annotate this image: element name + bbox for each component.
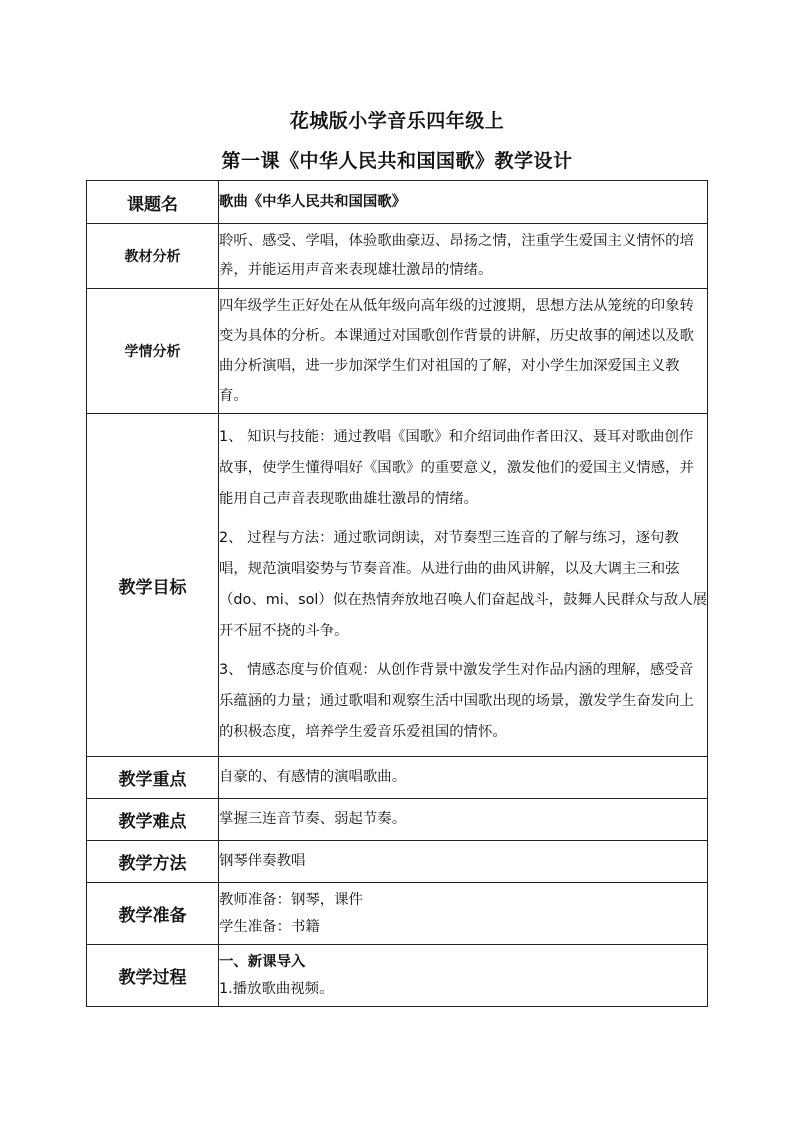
lesson-plan-table [86, 180, 708, 1007]
row-difficulties [87, 799, 708, 841]
key-points-label: 教学重点 [87, 757, 219, 799]
preparation-value [219, 883, 708, 945]
row-topic [87, 181, 708, 224]
teaching-goals-label: 教学目标 [87, 414, 219, 757]
process-value [219, 945, 708, 1007]
key-points-value: 自豪的、有感情的演唱歌曲。 [219, 757, 708, 799]
row-material-analysis [87, 224, 708, 289]
row-key-points [87, 757, 708, 799]
process-section-heading: 一、新课导入 [219, 953, 306, 970]
teaching-goals-value [219, 414, 708, 757]
process-label: 教学过程 [87, 945, 219, 1007]
row-methods [87, 841, 708, 883]
document-title: 花城版小学音乐四年级上 [289, 110, 505, 132]
material-analysis-value: 聆听、感受、学唱，体验歌曲豪迈、昂扬之情，注重学生爱国主义情怀的培养，并能运用声音来表现雄壮激昂的情绪。 [219, 224, 708, 289]
difficulties-label: 教学难点 [87, 799, 219, 841]
process-step: 1.播放歌曲视频。 [219, 980, 334, 997]
row-teaching-goals [87, 414, 708, 757]
teacher-preparation: 教师准备：钢琴，课件 [219, 891, 363, 908]
row-student-analysis [87, 289, 708, 414]
methods-value: 钢琴伴奏教唱 [219, 841, 708, 883]
document-subtitle: 第一课《中华人民共和国国歌》教学设计 [221, 150, 573, 172]
student-preparation: 学生准备：书籍 [219, 918, 320, 935]
teaching-goal-item: 1、 知识与技能：通过教唱《国歌》和介绍词曲作者田汉、聂耳对歌曲创作故事，使学生懂得唱好《国歌》的重要意义，激发他们的爱国主义情感，并能用自己声音表现歌曲雄壮激昂的情绪。 [219, 429, 694, 507]
row-process [87, 945, 708, 1007]
teaching-goal-item: 2、 过程与方法：通过歌词朗读，对节奏型三连音的了解与练习，逐句教唱，规范演唱姿势与节奏音准。从进行曲的曲风讲解，以及大调主三和弦（do、mi、sol）似在热情奔放地召唤人们奋起战斗，鼓舞人民群众与敌人展开不屈不挠的斗争。 [219, 530, 707, 639]
row-preparation [87, 883, 708, 945]
topic-label: 课题名 [87, 181, 219, 224]
methods-label: 教学方法 [87, 841, 219, 883]
student-analysis-label: 学情分析 [87, 289, 219, 414]
difficulties-value: 掌握三连音节奏、弱起节奏。 [219, 799, 708, 841]
topic-value: 歌曲《中华人民共和国国歌》 [219, 181, 708, 224]
teaching-goal-item: 3、 情感态度与价值观：从创作背景中激发学生对作品内涵的理解，感受音乐蕴涵的力量；通过歌唱和观察生活中国歌出现的场景，激发学生奋发向上的积极态度，培养学生爱音乐爱祖国的情怀。 [219, 662, 694, 740]
preparation-label: 教学准备 [87, 883, 219, 945]
student-analysis-value: 四年级学生正好处在从低年级向高年级的过渡期，思想方法从笼统的印象转变为具体的分析。本课通过对国歌创作背景的讲解，历史故事的阐述以及歌曲分析演唱，进一步加深学生们对祖国的了解，对小学生加深爱国主义教育。 [219, 289, 708, 414]
material-analysis-label: 教材分析 [87, 224, 219, 289]
